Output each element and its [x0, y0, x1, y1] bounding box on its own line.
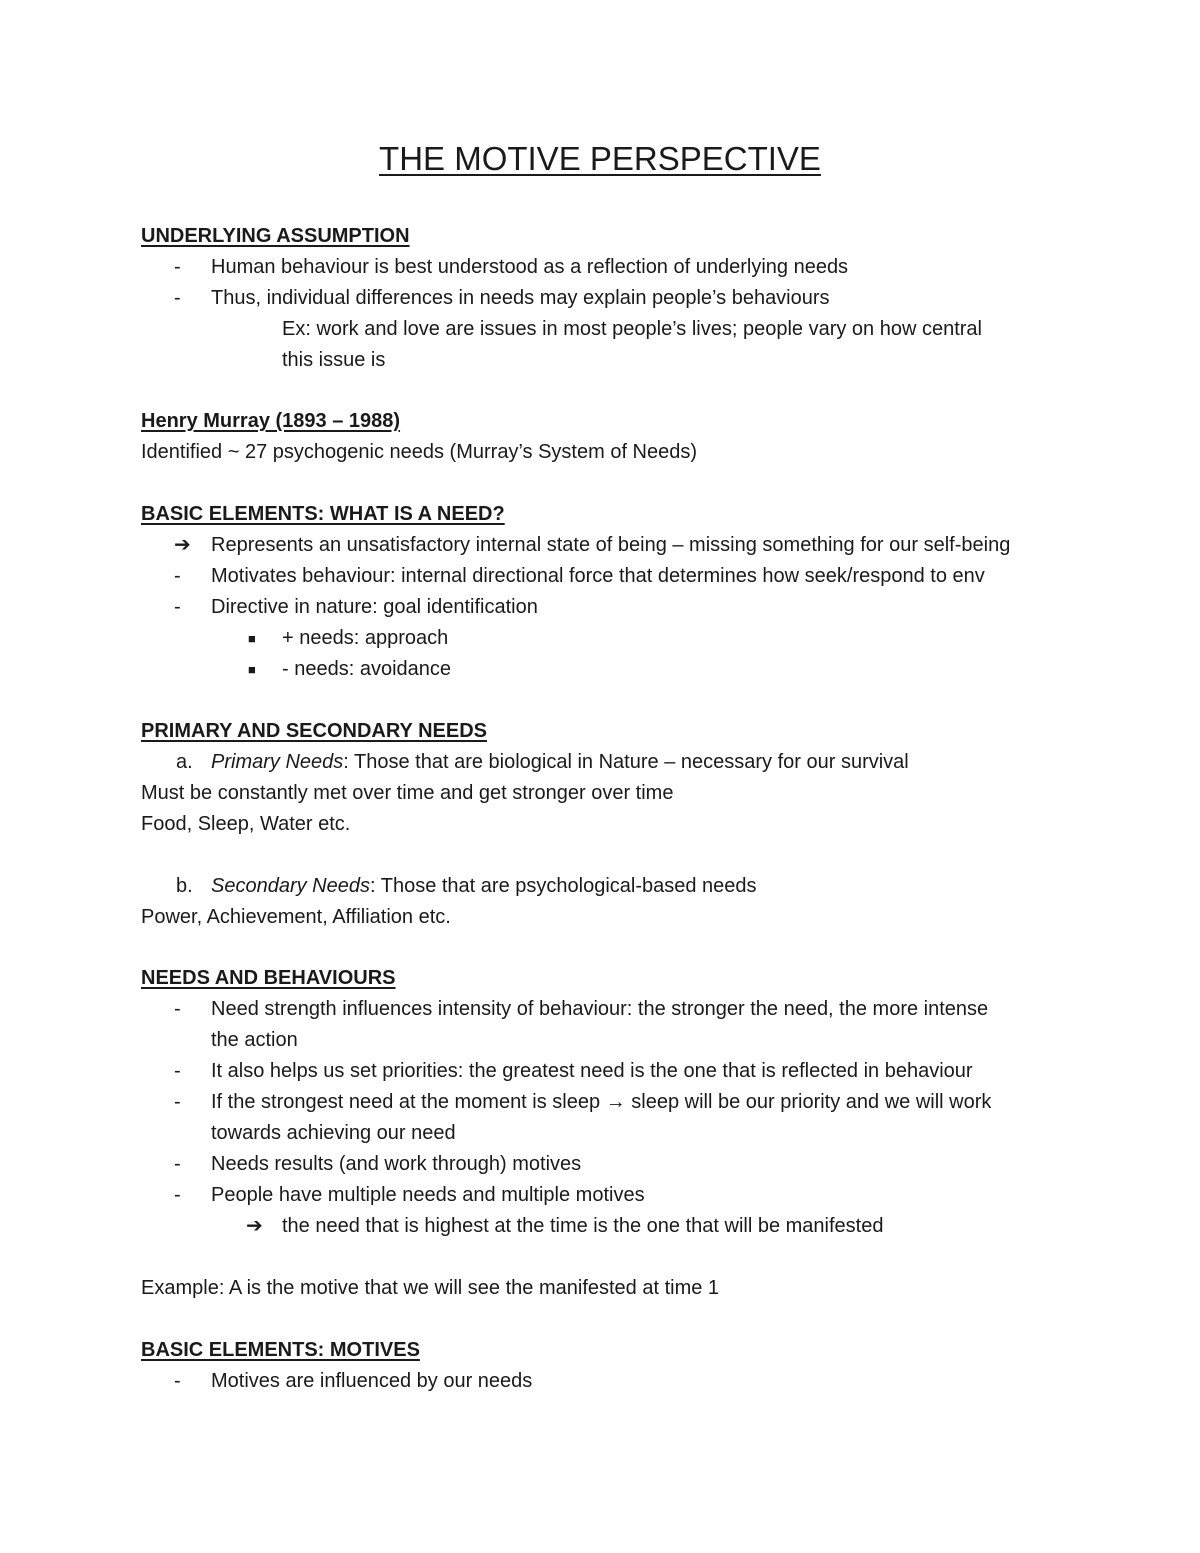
list-marker: b. — [176, 875, 193, 897]
definition-text: : Those that are biological in Nature – necessary for our survival — [343, 751, 909, 773]
list-item: Motives are influenced by our needs — [211, 1370, 533, 1392]
sub-list-item: the need that is highest at the time is the one that will be manifested — [282, 1215, 884, 1237]
section-heading-what-is-a-need: BASIC ELEMENTS: WHAT IS A NEED? — [141, 503, 505, 525]
example-text: Ex: work and love are issues in most people’s lives; people vary on how central — [282, 318, 982, 340]
arrow-bullet-icon: ➔ — [246, 1215, 263, 1237]
dash-bullet: - — [174, 1184, 181, 1206]
dash-bullet: - — [174, 1091, 181, 1113]
section-heading-henry-murray: Henry Murray (1893 – 1988) — [141, 410, 401, 432]
section-heading-primary-secondary-needs: PRIMARY AND SECONDARY NEEDS — [141, 720, 487, 742]
page-title: THE MOTIVE PERSPECTIVE — [379, 140, 821, 177]
paragraph: Must be constantly met over time and get stronger over time — [141, 782, 674, 804]
definition-text: : Those that are psychological-based needs — [369, 875, 757, 897]
term-secondary-needs: Secondary Needs — [211, 875, 370, 897]
section-heading-needs-and-behaviours: NEEDS AND BEHAVIOURS — [141, 967, 396, 989]
list-item: Represents an unsatisfactory internal state of being – missing something for our self-being — [211, 534, 1011, 556]
term-primary-needs: Primary Needs — [211, 751, 344, 773]
section-heading-underlying-assumption: UNDERLYING ASSUMPTION — [141, 225, 410, 247]
text-run: sleep will be our priority and we will work — [631, 1091, 992, 1113]
example-text: this issue is — [282, 349, 386, 371]
list-item: It also helps us set priorities: the greatest need is the one that is reflected in behaviour — [211, 1060, 973, 1082]
square-bullet-icon: ■ — [248, 631, 256, 646]
paragraph: Identified ~ 27 psychogenic needs (Murray’s System of Needs) — [141, 441, 698, 463]
list-item — [211, 1087, 991, 1118]
dash-bullet: - — [174, 565, 181, 587]
list-item-continuation: towards achieving our need — [211, 1122, 456, 1144]
dash-bullet: - — [174, 1370, 181, 1392]
list-item: Needs results (and work through) motives — [211, 1153, 582, 1175]
section-heading-motives: BASIC ELEMENTS: MOTIVES — [141, 1339, 420, 1361]
paragraph-example: Example: A is the motive that we will see the manifested at time 1 — [141, 1277, 720, 1299]
list-item: Human behaviour is best understood as a reflection of underlying needs — [211, 256, 849, 278]
arrow-bullet-icon: ➔ — [174, 534, 191, 556]
list-item: Motivates behaviour: internal directional force that determines how seek/respond to env — [211, 565, 985, 587]
dash-bullet: - — [174, 596, 181, 618]
square-bullet-icon: ■ — [248, 662, 256, 677]
arrow-icon: → — [605, 1091, 626, 1113]
list-item-continuation: the action — [211, 1029, 298, 1051]
list-marker: a. — [176, 751, 193, 773]
sub-list-item: + needs: approach — [282, 627, 449, 649]
paragraph: Power, Achievement, Affiliation etc. — [141, 906, 451, 928]
list-item: Directive in nature: goal identification — [211, 596, 538, 618]
text-run: If the strongest need at the moment is sleep — [211, 1091, 601, 1113]
paragraph: Food, Sleep, Water etc. — [141, 813, 351, 835]
dash-bullet: - — [174, 1060, 181, 1082]
list-item-secondary-needs — [211, 871, 757, 902]
sub-list-item: - needs: avoidance — [282, 658, 452, 680]
dash-bullet: - — [174, 287, 181, 309]
dash-bullet: - — [174, 1153, 181, 1175]
dash-bullet: - — [174, 998, 181, 1020]
list-item-primary-needs — [211, 747, 909, 778]
dash-bullet: - — [174, 256, 181, 278]
list-item: People have multiple needs and multiple motives — [211, 1184, 645, 1206]
list-item: Need strength influences intensity of behaviour: the stronger the need, the more intense — [211, 998, 989, 1020]
list-item: Thus, individual differences in needs may explain people’s behaviours — [211, 287, 830, 309]
